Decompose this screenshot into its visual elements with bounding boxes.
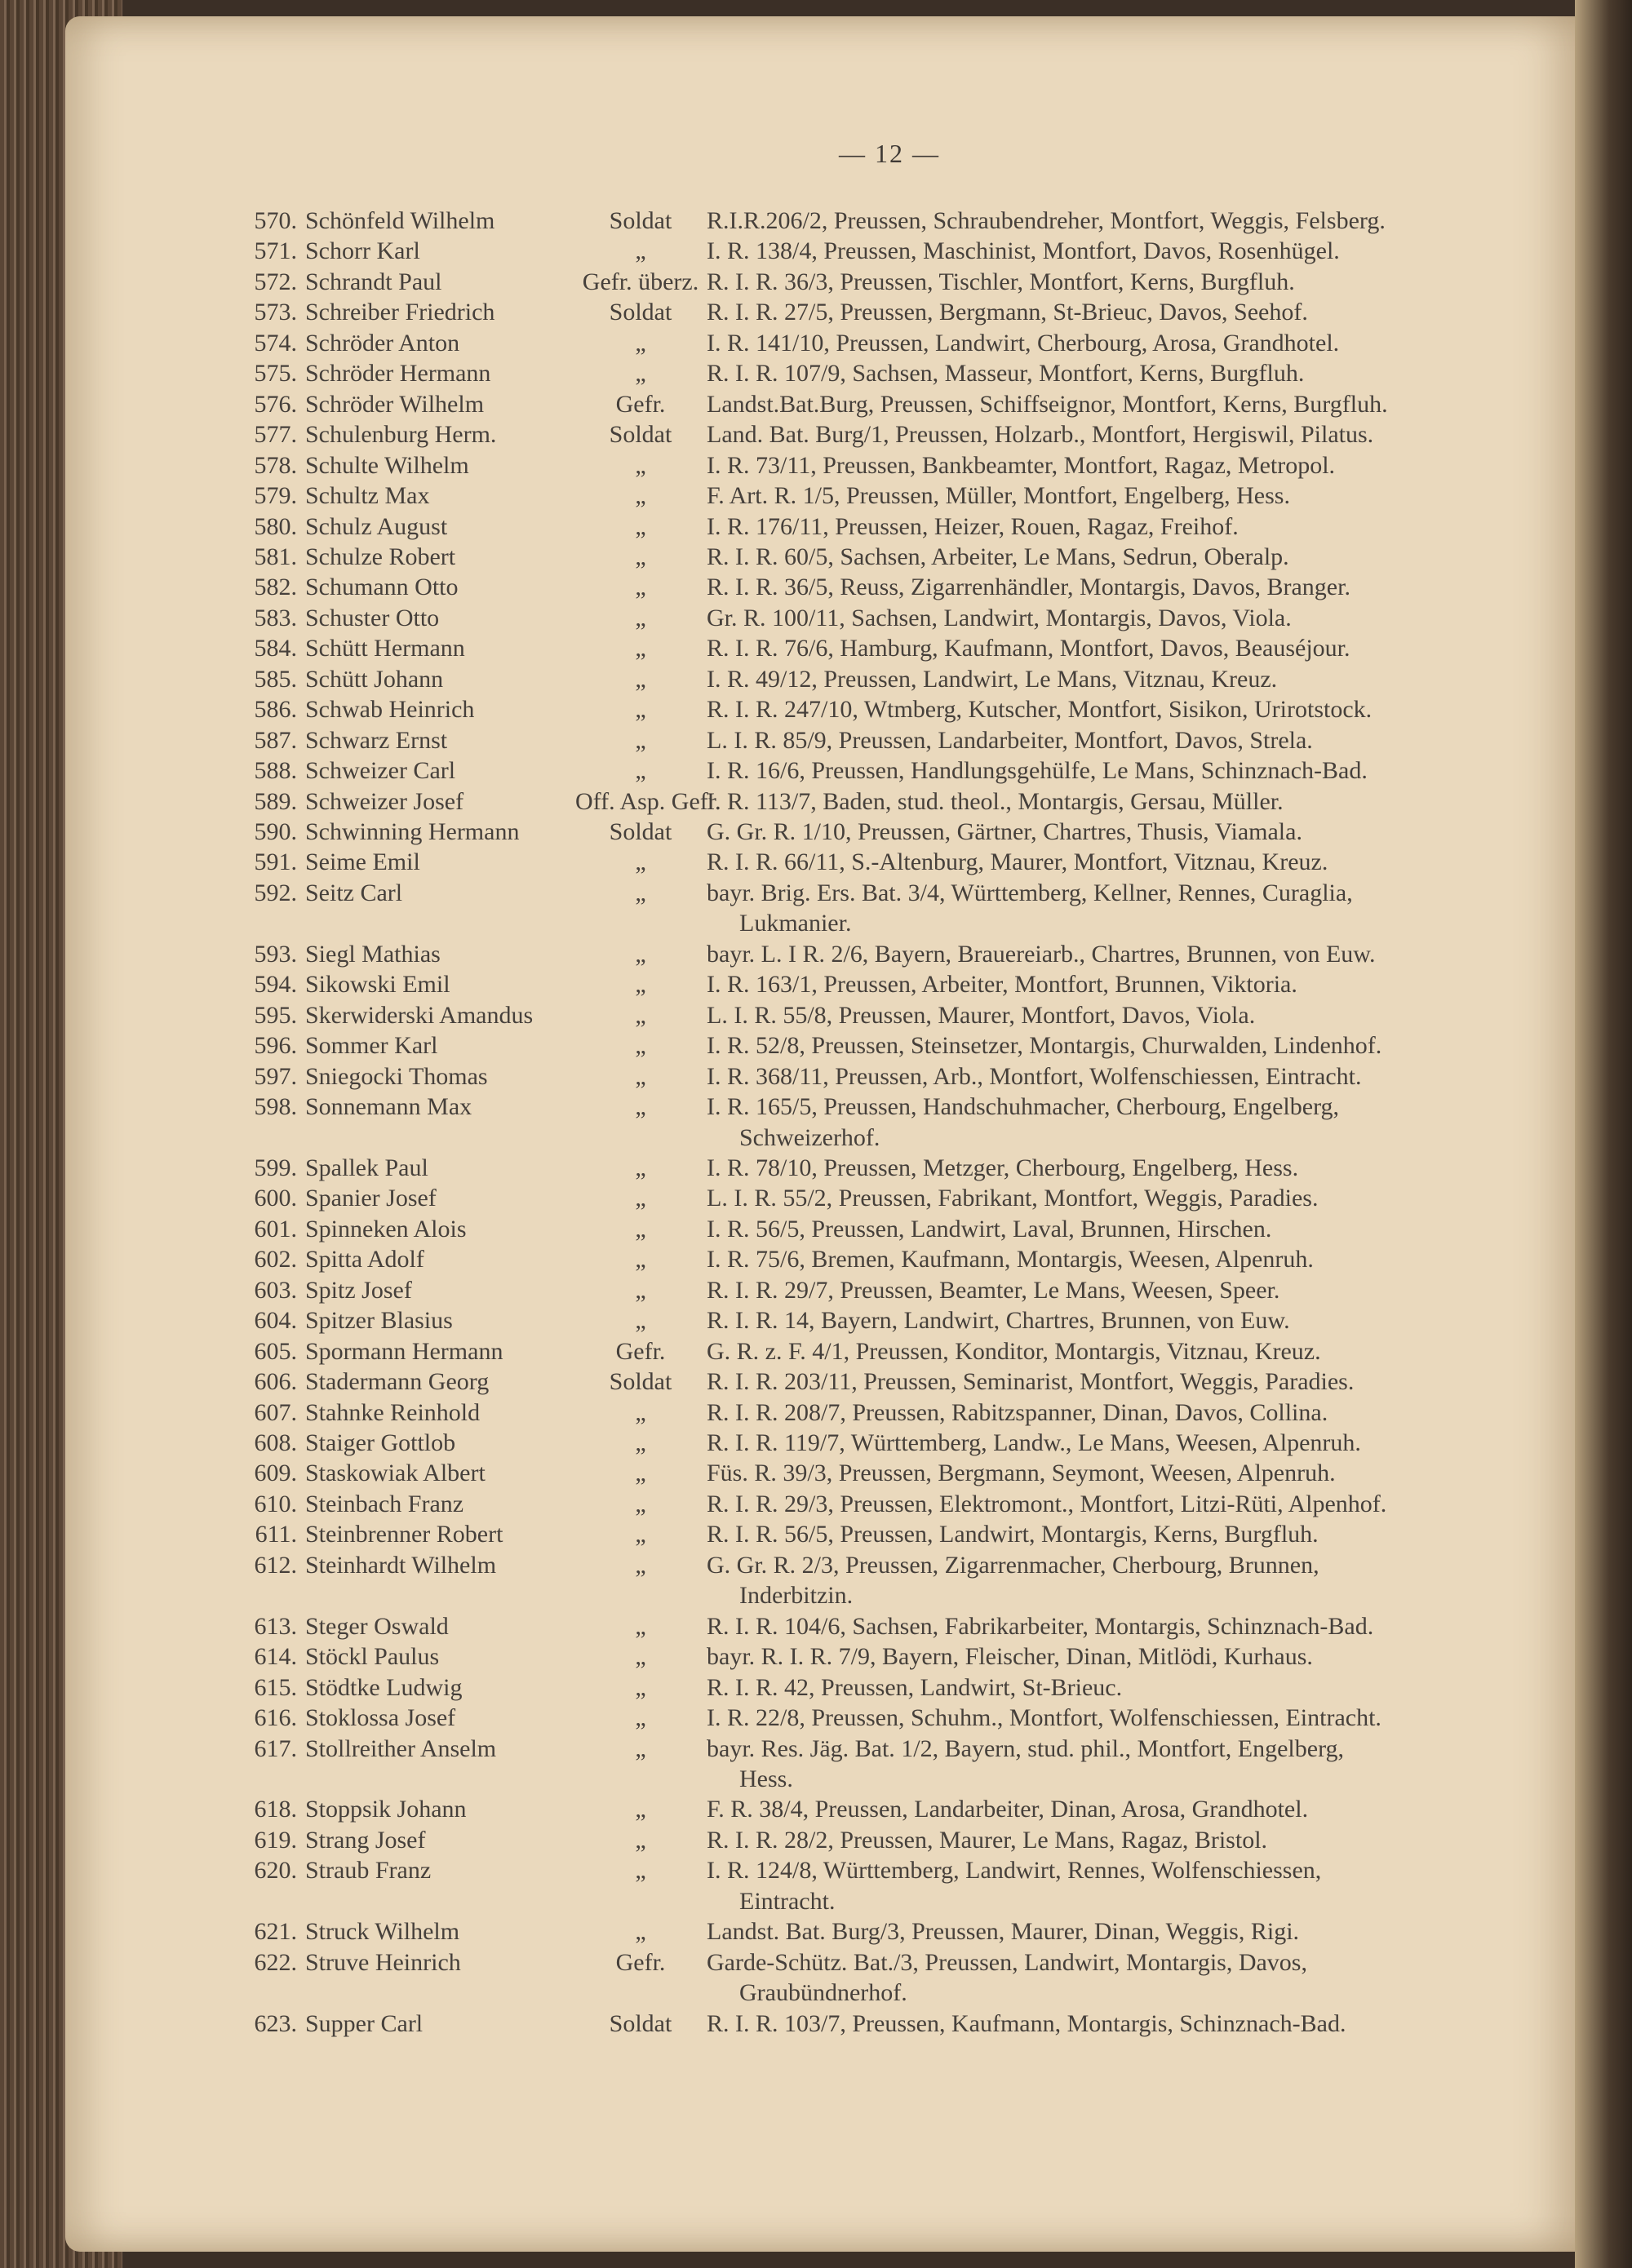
soldier-name: Struck Wilhelm — [305, 1918, 460, 1946]
entry-number: 584. — [254, 635, 297, 662]
soldier-name: Schulte Wilhelm — [305, 451, 469, 479]
soldier-name: Strang Josef — [305, 1826, 426, 1854]
soldier-name: Spormann Hermann — [305, 1337, 503, 1365]
entry-details: Hess. — [739, 1765, 793, 1792]
soldier-rank: „ — [635, 512, 646, 540]
soldier-name: Staiger Gottlob — [305, 1429, 456, 1456]
entry-number: 616. — [254, 1704, 297, 1732]
soldier-rank: „ — [635, 237, 646, 265]
entry-number: 619. — [254, 1826, 297, 1854]
soldier-rank: „ — [635, 971, 646, 999]
entry-number: 572. — [254, 268, 297, 295]
entry-number: 585. — [254, 665, 297, 693]
entry-details: Inderbitzin. — [739, 1582, 854, 1610]
soldier-rank: „ — [635, 726, 646, 754]
entry-details: I. R. 113/7, Baden, stud. theol., Montargis, Gersau, Müller. — [707, 787, 1284, 815]
soldier-name: Steinbrenner Robert — [305, 1521, 503, 1548]
entry-details: I. R. 22/8, Preussen, Schuhm., Montfort, Wolfenschiessen, Eintracht. — [707, 1704, 1381, 1732]
entry-details: I. R. 16/6, Preussen, Handlungsgehülfe, Le Mans, Schinznach-Bad. — [707, 757, 1368, 785]
entry-details: I. R. 163/1, Preussen, Arbeiter, Montfort, Brunnen, Viktoria. — [707, 971, 1297, 999]
entry-number: 617. — [254, 1734, 297, 1762]
soldier-name: Spinneken Alois — [305, 1215, 467, 1243]
entry-number: 592. — [254, 879, 297, 906]
soldier-name: Schulenburg Herm. — [305, 421, 497, 449]
soldier-rank: „ — [635, 1857, 646, 1885]
soldier-name: Staskowiak Albert — [305, 1460, 486, 1487]
soldier-name: Straub Franz — [305, 1857, 432, 1885]
soldier-name: Schumann Otto — [305, 574, 459, 601]
soldier-rank: „ — [635, 1704, 646, 1732]
entry-number: 609. — [254, 1460, 297, 1487]
soldier-rank: Soldat — [609, 421, 672, 449]
entry-details: I. R. 368/11, Preussen, Arb., Montfort, Wolfenschiessen, Eintracht. — [707, 1062, 1362, 1090]
entry-number: 590. — [254, 818, 297, 845]
entry-number: 595. — [254, 1001, 297, 1029]
entry-details: Garde-Schütz. Bat./3, Preussen, Landwirt, Montargis, Davos, — [707, 1948, 1307, 1976]
entry-number: 621. — [254, 1918, 297, 1946]
entry-number: 607. — [254, 1398, 297, 1426]
entry-details: I. R. 176/11, Preussen, Heizer, Rouen, Ragaz, Freihof. — [707, 512, 1239, 540]
soldier-rank: Off. Asp. Gefr. — [575, 787, 721, 815]
soldier-rank: „ — [635, 482, 646, 510]
soldier-rank: Gefr. — [615, 1948, 666, 1976]
entry-details: R. I. R. 247/10, Wtmberg, Kutscher, Montfort, Sisikon, Urirotstock. — [707, 696, 1373, 724]
soldier-rank: „ — [635, 1032, 646, 1060]
soldier-name: Stöckl Paulus — [305, 1643, 440, 1671]
soldier-rank: „ — [635, 1185, 646, 1212]
soldier-rank: „ — [635, 604, 646, 631]
entry-details: F. R. 38/4, Preussen, Landarbeiter, Dinan, Arosa, Grandhotel. — [707, 1796, 1309, 1823]
entry-details: I. R. 78/10, Preussen, Metzger, Cherbourg, Engelberg, Hess. — [707, 1154, 1299, 1181]
entry-details: R. I. R. 107/9, Sachsen, Masseur, Montfort, Kerns, Burgfluh. — [707, 360, 1305, 388]
entry-details: R. I. R. 56/5, Preussen, Landwirt, Montargis, Kerns, Burgfluh. — [707, 1521, 1319, 1548]
entry-details: R. I. R. 104/6, Sachsen, Fabrikarbeiter, Montargis, Schinznach-Bad. — [707, 1612, 1374, 1640]
soldier-name: Seime Emil — [305, 848, 420, 876]
soldier-name: Schwarz Ernst — [305, 726, 448, 754]
entry-number: 622. — [254, 1948, 297, 1976]
soldier-name: Stoklossa Josef — [305, 1704, 456, 1732]
entry-details: R. I. R. 29/3, Preussen, Elektromont., Montfort, Litzi-Rüti, Alpenhof. — [707, 1490, 1387, 1517]
entry-details: R. I. R. 60/5, Sachsen, Arbeiter, Le Mans, Sedrun, Oberalp. — [707, 543, 1289, 570]
soldier-rank: „ — [635, 635, 646, 662]
entry-number: 579. — [254, 482, 297, 510]
soldier-rank: „ — [635, 1093, 646, 1121]
soldier-name: Schultz Max — [305, 482, 430, 510]
soldier-name: Stadermann Georg — [305, 1368, 490, 1396]
soldier-rank: „ — [635, 329, 646, 357]
soldier-name: Schulz August — [305, 512, 448, 540]
entry-number: 589. — [254, 787, 297, 815]
soldier-rank: „ — [635, 1429, 646, 1456]
soldier-rank: „ — [635, 451, 646, 479]
soldier-rank: Soldat — [609, 207, 672, 234]
entry-details: I. R. 124/8, Württemberg, Landwirt, Rennes, Wolfenschiessen, — [707, 1857, 1322, 1885]
entry-number: 597. — [254, 1062, 297, 1090]
soldier-rank: „ — [635, 1276, 646, 1304]
book-binding — [1575, 0, 1632, 2268]
soldier-name: Schweizer Josef — [305, 787, 464, 815]
entry-number: 581. — [254, 543, 297, 570]
entry-details: I. R. 56/5, Preussen, Landwirt, Laval, Brunnen, Hirschen. — [707, 1215, 1272, 1243]
soldier-rank: „ — [635, 757, 646, 785]
soldier-name: Siegl Mathias — [305, 940, 441, 968]
entry-details: R. I. R. 76/6, Hamburg, Kaufmann, Montfort, Davos, Beauséjour. — [707, 635, 1350, 662]
entry-number: 615. — [254, 1673, 297, 1701]
soldier-name: Sikowski Emil — [305, 971, 450, 999]
soldier-name: Schuster Otto — [305, 604, 440, 631]
entry-details: I. R. 138/4, Preussen, Maschinist, Montfort, Davos, Rosenhügel. — [707, 237, 1340, 265]
soldier-rank: „ — [635, 1154, 646, 1181]
entry-details: G. Gr. R. 2/3, Preussen, Zigarrenmacher, Cherbourg, Brunnen, — [707, 1551, 1319, 1579]
entry-number: 575. — [254, 360, 297, 388]
soldier-rank: Soldat — [609, 818, 672, 845]
soldier-name: Seitz Carl — [305, 879, 403, 906]
soldier-name: Schönfeld Wilhelm — [305, 207, 495, 234]
entry-details: Lukmanier. — [739, 910, 852, 937]
soldier-rank: Soldat — [609, 299, 672, 326]
soldier-rank: „ — [635, 1612, 646, 1640]
entry-details: R. I. R. 14, Bayern, Landwirt, Chartres, Brunnen, von Euw. — [707, 1307, 1290, 1335]
entry-number: 620. — [254, 1857, 297, 1885]
soldier-name: Stollreither Anselm — [305, 1734, 497, 1762]
soldier-name: Schrandt Paul — [305, 268, 442, 295]
soldier-rank: „ — [635, 1001, 646, 1029]
page-number-header: — 12 — — [839, 139, 940, 168]
soldier-name: Spitzer Blasius — [305, 1307, 453, 1335]
soldier-name: Schröder Anton — [305, 329, 460, 357]
soldier-name: Sommer Karl — [305, 1032, 438, 1060]
soldier-rank: „ — [635, 1521, 646, 1548]
soldier-rank: „ — [635, 1062, 646, 1090]
entry-number: 577. — [254, 421, 297, 449]
soldier-name: Sonnemann Max — [305, 1093, 472, 1121]
soldier-rank: „ — [635, 696, 646, 724]
entry-number: 573. — [254, 299, 297, 326]
entry-number: 618. — [254, 1796, 297, 1823]
entry-details: L. I. R. 85/9, Preussen, Landarbeiter, Montfort, Davos, Strela. — [707, 726, 1313, 754]
entry-details: L. I. R. 55/8, Preussen, Maurer, Montfort, Davos, Viola. — [707, 1001, 1256, 1029]
entry-details: bayr. L. I R. 2/6, Bayern, Brauereiarb., Chartres, Brunnen, von Euw. — [707, 940, 1376, 968]
soldier-name: Spitz Josef — [305, 1276, 412, 1304]
soldier-name: Schulze Robert — [305, 543, 456, 570]
soldier-rank: „ — [635, 360, 646, 388]
soldier-name: Supper Carl — [305, 2009, 424, 2037]
soldier-rank: Soldat — [609, 1368, 672, 1396]
soldier-rank: „ — [635, 1826, 646, 1854]
soldier-name: Schröder Wilhelm — [305, 390, 485, 418]
entry-details: R. I. R. 36/5, Reuss, Zigarrenhändler, Montargis, Davos, Branger. — [707, 574, 1350, 601]
soldier-name: Schweizer Carl — [305, 757, 456, 785]
soldier-name: Steinhardt Wilhelm — [305, 1551, 497, 1579]
entry-number: 611. — [255, 1521, 297, 1548]
entry-number: 576. — [254, 390, 297, 418]
entry-number: 605. — [254, 1337, 297, 1365]
soldier-rank: „ — [635, 940, 646, 968]
entry-number: 613. — [254, 1612, 297, 1640]
entry-details: Landst. Bat. Burg/3, Preussen, Maurer, Dinan, Weggis, Rigi. — [707, 1918, 1300, 1946]
entry-number: 608. — [254, 1429, 297, 1456]
soldier-name: Spanier Josef — [305, 1185, 437, 1212]
soldier-rank: „ — [635, 1918, 646, 1946]
entry-details: R. I. R. 66/11, S.-Altenburg, Maurer, Montfort, Vitznau, Kreuz. — [707, 848, 1328, 876]
entry-details: F. Art. R. 1/5, Preussen, Müller, Montfort, Engelberg, Hess. — [707, 482, 1290, 510]
soldier-name: Stödtke Ludwig — [305, 1673, 463, 1701]
soldier-rank: „ — [635, 879, 646, 906]
soldier-rank: „ — [635, 1246, 646, 1274]
entry-details: I. R. 141/10, Preussen, Landwirt, Cherbourg, Arosa, Grandhotel. — [707, 329, 1340, 357]
soldier-name: Schorr Karl — [305, 237, 420, 265]
soldier-rank: Soldat — [609, 2009, 672, 2037]
entry-details: bayr. R. I. R. 7/9, Bayern, Fleischer, Dinan, Mitlödi, Kurhaus. — [707, 1643, 1313, 1671]
soldier-rank: „ — [635, 574, 646, 601]
entry-number: 582. — [254, 574, 297, 601]
entry-number: 612. — [254, 1551, 297, 1579]
entry-number: 604. — [254, 1307, 297, 1335]
soldier-rank: „ — [635, 1307, 646, 1335]
entry-number: 594. — [254, 971, 297, 999]
entry-number: 588. — [254, 757, 297, 785]
entry-number: 570. — [254, 207, 297, 234]
entry-details: R. I. R. 103/7, Preussen, Kaufmann, Montargis, Schinznach-Bad. — [707, 2009, 1346, 2037]
soldier-rank: „ — [635, 1796, 646, 1823]
soldier-name: Stahnke Reinhold — [305, 1398, 481, 1426]
entry-details: R. I. R. 36/3, Preussen, Tischler, Montfort, Kerns, Burgfluh. — [707, 268, 1295, 295]
entry-details: Schweizerhof. — [739, 1123, 880, 1151]
entry-details: R. I. R. 203/11, Preussen, Seminarist, Montfort, Weggis, Paradies. — [707, 1368, 1355, 1396]
soldier-name: Skerwiderski Amandus — [305, 1001, 534, 1029]
entry-details: R.I.R.206/2, Preussen, Schraubendreher, Montfort, Weggis, Felsberg. — [707, 207, 1386, 234]
soldier-name: Schwinning Hermann — [305, 818, 520, 845]
soldier-name: Struve Heinrich — [305, 1948, 461, 1976]
entry-details: L. I. R. 55/2, Preussen, Fabrikant, Montfort, Weggis, Paradies. — [707, 1185, 1319, 1212]
entry-details: R. I. R. 29/7, Preussen, Beamter, Le Mans, Weesen, Speer. — [707, 1276, 1280, 1304]
soldier-rank: „ — [635, 543, 646, 570]
soldier-name: Schröder Hermann — [305, 360, 491, 388]
entry-details: I. R. 75/6, Bremen, Kaufmann, Montargis, Weesen, Alpenruh. — [707, 1246, 1314, 1274]
entry-number: 596. — [254, 1032, 297, 1060]
entry-details: I. R. 49/12, Preussen, Landwirt, Le Mans, Vitznau, Kreuz. — [707, 665, 1278, 693]
entry-number: 571. — [254, 237, 297, 265]
entry-number: 593. — [254, 940, 297, 968]
soldier-name: Stoppsik Johann — [305, 1796, 467, 1823]
entry-details: R. I. R. 42, Preussen, Landwirt, St-Brieuc. — [707, 1673, 1123, 1701]
soldier-rank: Gefr. — [615, 1337, 666, 1365]
entry-number: 614. — [254, 1643, 297, 1671]
soldier-name: Sniegocki Thomas — [305, 1062, 488, 1090]
soldier-rank: Gefr. — [615, 390, 666, 418]
entry-details: R. I. R. 119/7, Württemberg, Landw., Le Mans, Weesen, Alpenruh. — [707, 1429, 1361, 1456]
entry-details: Landst.Bat.Burg, Preussen, Schiffseignor, Montfort, Kerns, Burgfluh. — [707, 390, 1388, 418]
entry-details: Eintracht. — [739, 1887, 836, 1915]
entry-number: 583. — [254, 604, 297, 631]
entry-number: 601. — [254, 1215, 297, 1243]
soldier-name: Schreiber Friedrich — [305, 299, 495, 326]
entry-details: R. I. R. 27/5, Preussen, Bergmann, St-Brieuc, Davos, Seehof. — [707, 299, 1308, 326]
soldier-rank: „ — [635, 1734, 646, 1762]
soldier-rank: „ — [635, 1490, 646, 1517]
entry-details: R. I. R. 28/2, Preussen, Maurer, Le Mans, Ragaz, Bristol. — [707, 1826, 1268, 1854]
entry-details: I. R. 73/11, Preussen, Bankbeamter, Montfort, Ragaz, Metropol. — [707, 451, 1336, 479]
entry-number: 599. — [254, 1154, 297, 1181]
entry-details: Gr. R. 100/11, Sachsen, Landwirt, Montargis, Davos, Viola. — [707, 604, 1292, 631]
entry-number: 603. — [254, 1276, 297, 1304]
soldier-name: Steger Oswald — [305, 1612, 449, 1640]
soldier-name: Spallek Paul — [305, 1154, 428, 1181]
entry-number: 591. — [254, 848, 297, 876]
soldier-rank: „ — [635, 1673, 646, 1701]
entry-details: G. R. z. F. 4/1, Preussen, Konditor, Montargis, Vitznau, Kreuz. — [707, 1337, 1321, 1365]
soldier-rank: „ — [635, 665, 646, 693]
entry-details: Land. Bat. Burg/1, Preussen, Holzarb., Montfort, Hergiswil, Pilatus. — [707, 421, 1374, 449]
soldier-rank: „ — [635, 1643, 646, 1671]
soldier-name: Schütt Hermann — [305, 635, 465, 662]
soldier-rank: „ — [635, 848, 646, 876]
entry-number: 610. — [254, 1490, 297, 1517]
entry-number: 586. — [254, 696, 297, 724]
soldier-name: Schütt Johann — [305, 665, 444, 693]
soldier-rank: „ — [635, 1551, 646, 1579]
entry-details: Graubündnerhof. — [739, 1979, 907, 2007]
soldier-name: Schwab Heinrich — [305, 696, 475, 724]
entry-number: 598. — [254, 1093, 297, 1121]
entry-number: 602. — [254, 1246, 297, 1274]
entry-number: 623. — [254, 2009, 297, 2037]
entry-number: 587. — [254, 726, 297, 754]
soldier-rank: „ — [635, 1398, 646, 1426]
soldier-rank: „ — [635, 1215, 646, 1243]
entry-details: Füs. R. 39/3, Preussen, Bergmann, Seymont, Weesen, Alpenruh. — [707, 1460, 1336, 1487]
entry-details: bayr. Res. Jäg. Bat. 1/2, Bayern, stud. phil., Montfort, Engelberg, — [707, 1734, 1345, 1762]
entry-details: G. Gr. R. 1/10, Preussen, Gärtner, Chartres, Thusis, Viamala. — [707, 818, 1302, 845]
entry-number: 606. — [254, 1368, 297, 1396]
entry-number: 580. — [254, 512, 297, 540]
entry-details: I. R. 52/8, Preussen, Steinsetzer, Montargis, Churwalden, Lindenhof. — [707, 1032, 1382, 1060]
soldier-name: Steinbach Franz — [305, 1490, 464, 1517]
entry-number: 600. — [254, 1185, 297, 1212]
entry-details: bayr. Brig. Ers. Bat. 3/4, Württemberg, Kellner, Rennes, Curaglia, — [707, 879, 1353, 906]
soldier-rank: „ — [635, 1460, 646, 1487]
entry-details: R. I. R. 208/7, Preussen, Rabitzspanner, Dinan, Davos, Collina. — [707, 1398, 1328, 1426]
soldier-rank: Gefr. überz. — [582, 268, 699, 295]
entry-number: 578. — [254, 451, 297, 479]
soldier-name: Spitta Adolf — [305, 1246, 424, 1274]
entry-details: I. R. 165/5, Preussen, Handschuhmacher, Cherbourg, Engelberg, — [707, 1093, 1340, 1121]
entry-number: 574. — [254, 329, 297, 357]
